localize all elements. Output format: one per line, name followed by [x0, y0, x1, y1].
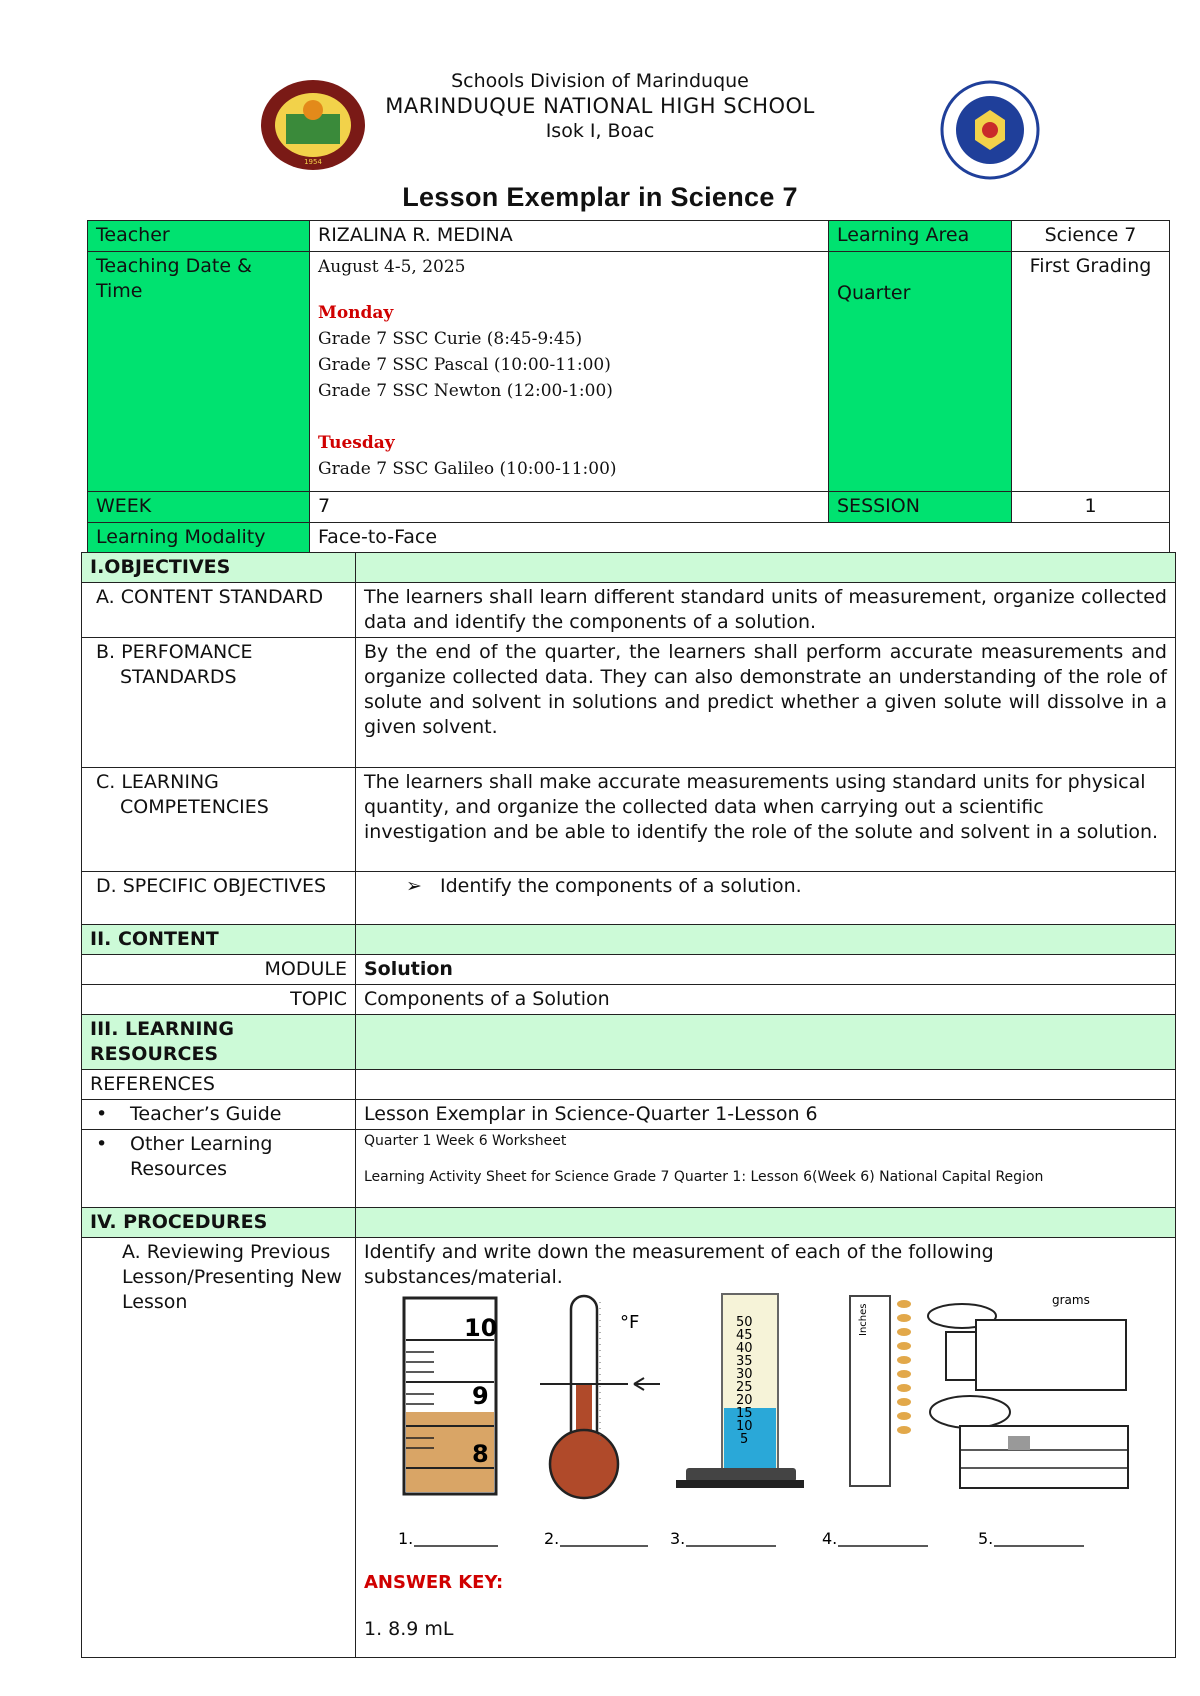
other-resources-cell: [82, 1130, 356, 1208]
teaching-date: August 4-5, 2025: [318, 257, 466, 277]
procedure-a-cell: [356, 1238, 1176, 1658]
learning-area-label: Learning Area: [829, 221, 1012, 252]
blank-5: 5.: [978, 1529, 994, 1548]
answer-key-label: ANSWER KEY:: [364, 1572, 504, 1593]
references-label: REFERENCES: [82, 1070, 356, 1100]
specific-objectives-label: D. SPECIFIC OBJECTIVES: [82, 872, 356, 925]
grad-mark-15: 15: [736, 1406, 753, 1421]
division-name: Schools Division of Marinduque: [451, 70, 749, 92]
specific-objectives-cell: [356, 872, 1176, 925]
topic-value: Components of a Solution: [356, 985, 1176, 1015]
grad-mark-45: 45: [736, 1328, 753, 1343]
quarter-label: Quarter: [829, 252, 1012, 492]
ruler-unit: Inches: [858, 1303, 869, 1336]
grad-mark-35: 35: [736, 1354, 753, 1369]
content-heading: II. CONTENT: [82, 925, 356, 955]
blank-3: 3.: [670, 1529, 686, 1548]
balance-unit: grams: [1052, 1293, 1090, 1307]
procedure-a-label: A. Reviewing Previous Lesson/Presenting New Lesson: [82, 1238, 356, 1658]
ruler-with-seeds: [850, 1296, 911, 1486]
school-seal-text: 1954: [304, 158, 322, 166]
class-galileo: Grade 7 SSC Galileo (10:00-11:00): [318, 459, 617, 479]
measurement-instruments: [364, 1292, 1154, 1582]
content-standard-text: The learners shall learn different standard units of measurement, organize collected data and identify the components of a solution.: [356, 583, 1176, 638]
learning-competencies-label: C. LEARNING COMPETENCIES: [82, 768, 356, 872]
learning-area-value: Science 7: [1012, 221, 1170, 252]
session-value: 1: [1012, 492, 1170, 523]
blank-4: 4.: [822, 1529, 838, 1548]
grad-mark-10: 10: [736, 1419, 753, 1434]
document-title: Lesson Exemplar in Science 7: [402, 182, 798, 212]
blank-1: 1.: [398, 1529, 414, 1548]
module-value: Solution: [356, 955, 1176, 985]
grad-mark-30: 30: [736, 1367, 753, 1382]
teachers-guide-label: Teacher’s Guide: [130, 1103, 282, 1125]
teachers-guide-cell: [82, 1100, 356, 1130]
objectives-heading: I.OBJECTIVES: [82, 553, 356, 583]
performance-standards-text: By the end of the quarter, the learners shall perform accurate measurements and organize collected data. They can also demonstrate an understanding of the role of solute and solvent in solutions and predict whether a given solute will dissolve in a given solvent.: [356, 638, 1176, 768]
deped-seal: [935, 80, 1045, 180]
grad-mark-50: 50: [736, 1315, 753, 1330]
teaching-date-label: Teaching Date & Time: [88, 252, 310, 492]
grad-mark-40: 40: [736, 1341, 753, 1356]
week-value: 7: [310, 492, 829, 523]
procedure-a-text: Identify and write down the measurement of each of the following substances/material.: [364, 1241, 994, 1288]
other-resources-label: Other Learning Resources: [130, 1133, 273, 1180]
school-location: Isok I, Boac: [545, 120, 655, 142]
info-table: [87, 220, 1170, 554]
graduated-cylinder-closeup: [404, 1298, 497, 1494]
grad-mark-20: 20: [736, 1393, 753, 1408]
class-pascal: Grade 7 SSC Pascal (10:00-11:00): [318, 355, 611, 375]
grad-mark-5: 5: [740, 1432, 749, 1447]
answer-1: 1. 8.9 mL: [364, 1618, 454, 1640]
blank-2: 2.: [544, 1529, 560, 1548]
cylinder-mark-9: 9: [472, 1382, 489, 1410]
schedule-cell: [310, 252, 829, 492]
session-label: SESSION: [829, 492, 1012, 523]
module-label: MODULE: [82, 955, 356, 985]
topic-label: TOPIC: [82, 985, 356, 1015]
teachers-guide-value: Lesson Exemplar in Science-Quarter 1-Lesson 6: [356, 1100, 1176, 1130]
triple-beam-balance: [928, 1293, 1128, 1488]
lesson-table: [81, 552, 1176, 1658]
class-curie: Grade 7 SSC Curie (8:45-9:45): [318, 329, 583, 349]
content-standard-label: A. CONTENT STANDARD: [82, 583, 356, 638]
graduated-cylinder: [676, 1294, 804, 1488]
week-label: WEEK: [88, 492, 310, 523]
school-name: MARINDUQUE NATIONAL HIGH SCHOOL: [385, 94, 815, 118]
other-resources-value: [356, 1130, 1176, 1208]
day-monday: Monday: [318, 303, 394, 323]
performance-standards-label: B. PERFOMANCE STANDARDS: [82, 638, 356, 768]
thermometer: [540, 1296, 660, 1498]
cylinder-mark-10: 10: [464, 1314, 498, 1342]
las-ref: Learning Activity Sheet for Science Grade 7 Quarter 1: Lesson 6(Week 6) National Capital Region: [364, 1169, 1044, 1185]
specific-objective-text: Identify the components of a solution.: [440, 875, 802, 897]
day-tuesday: Tuesday: [318, 433, 395, 453]
bullet-icon: •: [96, 1133, 108, 1155]
learning-competencies-text: The learners shall make accurate measurements using standard units for physical quantity, and organize the collected data when carrying out a scientific investigation and be able to identify the role of the solute and solvent in a solution.: [356, 768, 1176, 872]
modality-label: Learning Modality: [88, 523, 310, 554]
grad-mark-25: 25: [736, 1380, 753, 1395]
arrow-bullet-icon: ➢: [406, 875, 422, 897]
teacher-value: RIZALINA R. MEDINA: [310, 221, 829, 252]
teacher-label: Teacher: [88, 221, 310, 252]
resources-heading: III. LEARNING RESOURCES: [82, 1015, 356, 1070]
bullet-icon: •: [96, 1103, 108, 1125]
answer-blanks: [398, 1529, 1084, 1548]
modality-value: Face-to-Face: [310, 523, 1170, 554]
cylinder-mark-8: 8: [472, 1440, 489, 1468]
quarter-value: First Grading: [1012, 252, 1170, 492]
class-newton: Grade 7 SSC Newton (12:00-1:00): [318, 381, 613, 401]
thermometer-unit: °F: [620, 1312, 640, 1333]
worksheet-ref: Quarter 1 Week 6 Worksheet: [364, 1133, 567, 1149]
procedures-heading: IV. PROCEDURES: [82, 1208, 356, 1238]
